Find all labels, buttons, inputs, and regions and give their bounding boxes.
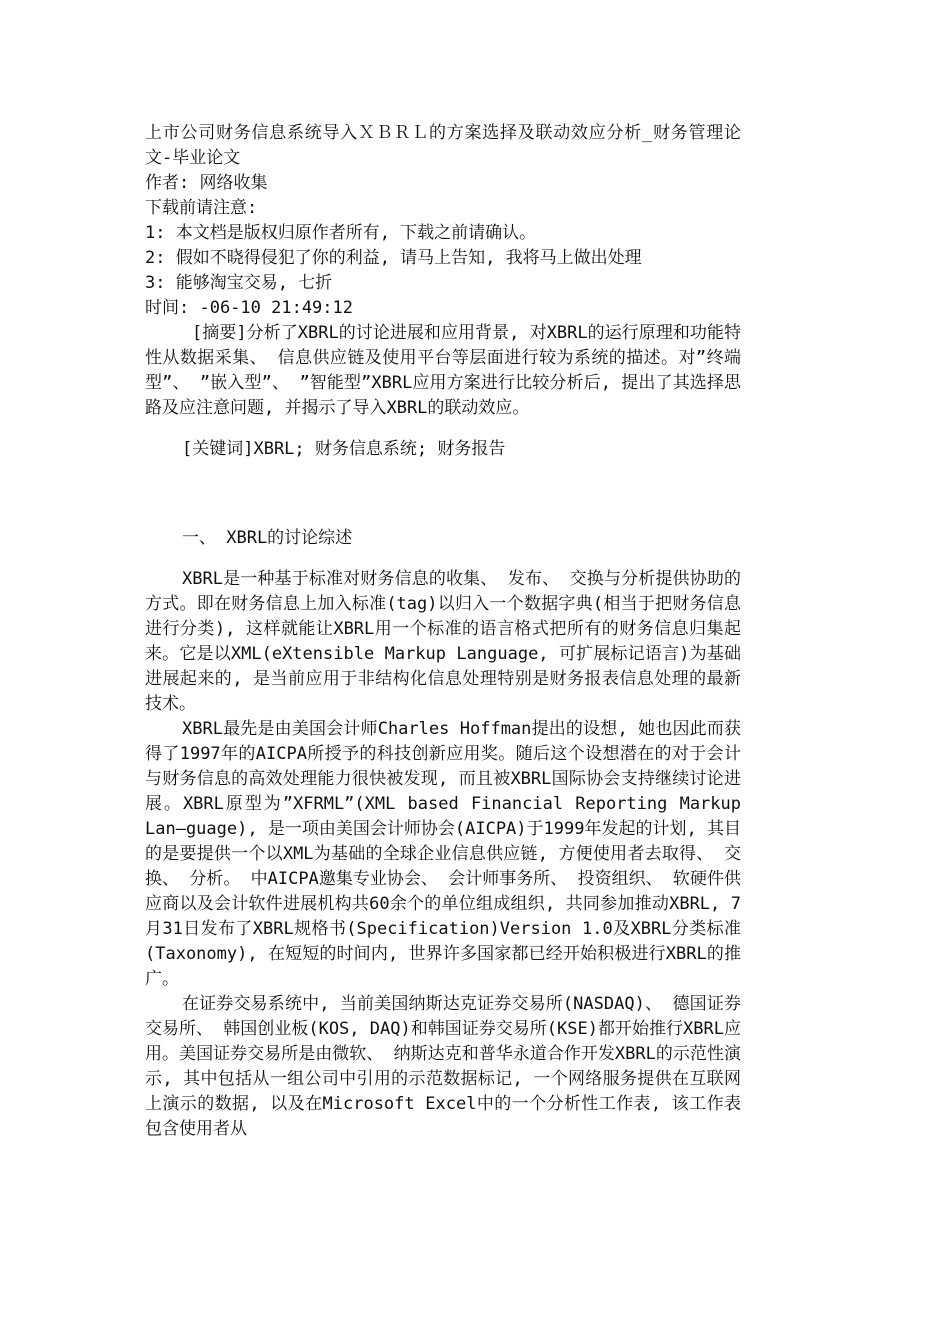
body-paragraph-3: 在证券交易系统中, 当前美国纳斯达克证券交易所(NASDAQ)、 德国证券交易所、 韩国创业板(KOS, DAQ)和韩国证券交易所(KSE)都开始推行XBRL应用。美国证券交易所是由微软、 纳斯达克和普华永道合作开发XBRL的示范性演示, 其中包括从一组公司中引用的示范数据标记, 一个网络服务提供在互联网上演示的数据, 以及在Microsoft Excel中的一个分析性工作表, 该工作表包含使用者从 bbox=[145, 994, 741, 1139]
document-title: 上市公司财务信息系统导入ＸＢＲＬ的方案选择及联动效应分析_财务管理论文-毕业论文 bbox=[145, 123, 741, 168]
notice-item-3: 3: 能够淘宝交易, 七折 bbox=[145, 273, 333, 293]
body-paragraph-2: XBRL最先是由美国会计师Charles Hoffman提出的设想, 她也因此而获得了1997年的AICPA所授予的科技创新应用奖。随后这个设想潜在的对于会计与财务信息的高效处理能力很快被发现, 而且被XBRL国际协会支持继续讨论进展。XBRL原型为”XFRML”(XML based Financial Reporting Markup Lan—guage), 是一项由美国会计师协会(AICPA)于1999年发起的计划, 其目的是要提供一个以XML为基础的全球企业信息供应链, 方便使用者去取得、 交换、 分析。 中AICPA邀集专业协会、 会计师事务所、 投资组织、 软硬件供应商以及会计软件进展机构共60余个的单位组成组织, 共同参加推动XBRL, 7月31日发布了XBRL规格书(Specification)Version 1.0及XBRL分类标准(Taxonomy), 在短短的时间内, 世界许多国家都已经开始积极进行XBRL的推广。 bbox=[145, 719, 741, 989]
notice-item-2: 2: 假如不晓得侵犯了你的利益, 请马上告知, 我将马上做出处理 bbox=[145, 248, 642, 268]
keywords-line: [关键词]XBRL; 财务信息系统; 财务报告 bbox=[182, 439, 506, 459]
document-body bbox=[145, 121, 741, 1142]
author-line: 作者: 网络收集 bbox=[145, 173, 268, 193]
spacer bbox=[145, 421, 741, 437]
notice-item-1: 1: 本文档是版权归原作者所有, 下载之前请确认。 bbox=[145, 223, 537, 243]
section-heading: 一、 XBRL的讨论综述 bbox=[182, 528, 353, 548]
spacer bbox=[145, 551, 741, 567]
spacer bbox=[145, 462, 741, 526]
body-paragraph-1: XBRL是一种基于标准对财务信息的收集、 发布、 交换与分析提供协助的方式。即在财务信息上加入标准(tag)以归入一个数据字典(相当于把财务信息进行分类), 这样就能让XBRL用一个标准的语言格式把所有的财务信息归集起来。它是以XML(eXtensible Markup Language, 可扩展标记语言)为基础进展起来的, 是当前应用于非结构化信息处理特别是财务报表信息处理的最新技术。 bbox=[145, 569, 741, 714]
abstract-paragraph: [摘要]分析了XBRL的讨论进展和应用背景, 对XBRL的运行原理和功能特性从数据采集、 信息供应链及使用平台等层面进行较为系统的描述。对”终端型”、 ”嵌入型”、 ”智能型”XBRL应用方案进行比较分析后, 提出了其选择思路及应注意问题, 并揭示了导入XBRL的联动效应。 bbox=[145, 323, 741, 418]
notice-heading: 下载前请注意: bbox=[145, 198, 258, 218]
time-line: 时间: -06-10 21:49:12 bbox=[145, 298, 353, 318]
